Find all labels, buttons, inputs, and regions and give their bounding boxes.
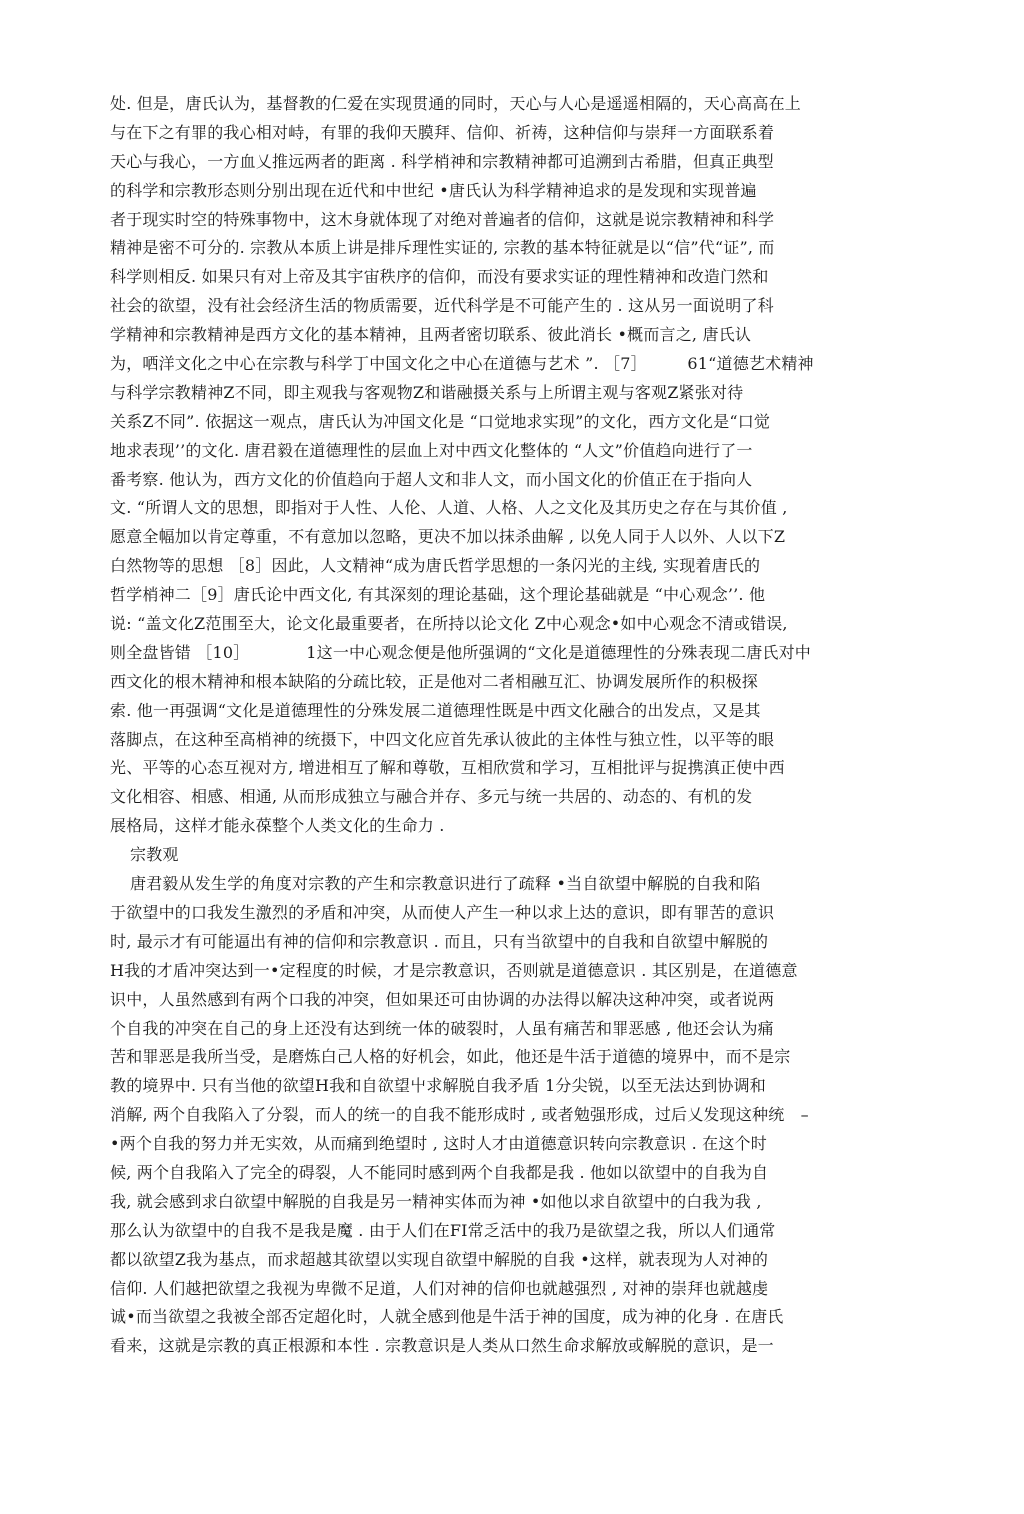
text-line: 学精神和宗教精神是西方文化的基本精神，且两者密切联系、彼此消长 •概而言之, 唐氏认: [110, 325, 752, 345]
text-line: 落脚点，在这种至高梢神的统摄下，中四文化应首先承认彼此的主体性与独立性，以平等的眼: [110, 729, 775, 749]
text-line: 科学则相反. 如果只有对上帝及其宇宙秩序的信仰，而没有要求实证的理性精神和改造门然和: [110, 267, 769, 287]
text-line: •两个自我的努力并无实效，从而痛到绝望时 , 这时人才由道德意识转向宗教意识 . 在这个时: [110, 1134, 767, 1154]
text-line: 候, 两个自我陷入了完全的碍裂，人不能同时感到两个自我都是我 . 他如以欲望中的自我为自: [110, 1162, 769, 1182]
text-line: 苦和罪恶是我所当受，是磨炼白己人格的好机会，如此，他还是牛活于道德的境界中，而不是宗: [110, 1047, 791, 1067]
text-line: 哲学梢神二［9］唐氏论中西文化, 有其深刻的理论基础，这个理论基础就是 “中心观念’’. 他: [110, 585, 766, 605]
text-line: 唐君毅从发生学的角度对宗教的产生和宗教意识进行了疏释 •当自欲望中解脱的自我和陷: [130, 874, 761, 894]
text-line: 愿意全幅加以肯定尊重，不有意加以忽略，更决不加以抹杀曲解 , 以免人同于人以外、人以下Z: [110, 527, 786, 547]
text-line: 光、平等的心态互视对方, 增进相互了解和尊敬，互相欣赏和学习，互相批评与捉携滇正使中西: [110, 758, 785, 778]
text-line: 时, 最示才有可能逼出有神的信仰和宗教意识 . 而且，只有当欲望中的自我和自欲望中解脱的: [110, 931, 769, 951]
text-line: 展格局，这样才能永葆整个人类文化的生命力 .: [110, 816, 445, 836]
body-text: [110, 90, 930, 1361]
text-line: 精神是密不可分的. 宗教从本质上讲是排斥理性实证的, 宗教的基本特征就是以“信”代“证”, 而: [110, 238, 775, 258]
text-line: 西文化的根木精神和根本缺陷的分疏比较，正是他对二者相融互汇、协调发展所作的积极探: [110, 671, 759, 691]
text-line: 我, 就会感到求白欲望中解脱的自我是另一精神实体而为神 •如他以求自欲望中的白我为我 ,: [110, 1191, 762, 1211]
text-line: 索. 他一再强调“文化是道德理性的分殊发展二道德理性既是中西文化融合的出发点，又是其: [110, 700, 761, 720]
text-line: 消解, 两个自我陷入了分裂，而人的统一的自我不能形成时 , 或者勉强形成，过后乂发现这种统 –: [110, 1105, 809, 1125]
text-line: 地求表现’’的文化. 唐君毅在道德理性的层血上对中西文化整体的 “人文”价值趋向进行了一: [110, 440, 753, 460]
text-line: 文. “所谓人文的思想，即指对于人性、人伦、人道、人格、人之文化及其历史之存在与其价值 ,: [110, 498, 788, 518]
text-line: 于欲望中的口我发生激烈的矛盾和冲突，从而使人产生一种以求上达的意识，即有罪苦的意识: [110, 902, 775, 922]
text-line: 教的境界中. 只有当他的欲望H我和自欲望屮求解脱自我矛盾 1分尖锐，以至无法达到协调和: [110, 1076, 766, 1096]
section-heading: 宗教观: [130, 845, 179, 865]
text-line: 与科学宗教精神Z不同，即主观我与客观物Z和谐融摄关系与上所谓主观与客观Z紧张对待: [110, 382, 744, 402]
text-line: 都以欲望Z我为基点，而求超越其欲望以实现自欲望中解脱的自我 •这样，就表现为人对神的: [110, 1249, 769, 1269]
text-line: 为，哂洋文化之中心在宗教与科学丁中国文化之中心在道德与艺术 ”. ［7］ 61“道德艺术精神: [110, 354, 814, 374]
text-line: H我的才盾冲突达到一•定程度的时候，才是宗教意识，否则就是道德意识 . 其区别是，在道德意: [110, 960, 798, 980]
text-line: 信仰. 人们越把欲望之我视为卑微不足道，人们对神的信仰也就越强烈 , 对神的崇拜也就越虔: [110, 1278, 769, 1298]
text-line: 社会的欲望，没有社会经济生活的物质需要，近代科学是不可能产生的 . 这从另一面说明了科: [110, 296, 774, 316]
text-line: 那么认为欲望中的自我不是我是魔 . 由于人们在FI常乏活中的我乃是欲望之我，所以人们通常: [110, 1220, 776, 1240]
text-line: 说: “盖文化Z范围至大，论文化最重要者，在所持以论文化 Z中心观念•如中心观念不清或错误,: [110, 614, 788, 634]
text-line: 者于现实时空的特殊事物中，这木身就体现了对绝对普遍者的信仰，这就是说宗教精神和科学: [110, 209, 775, 229]
text-line: 个自我的冲突在自己的身上还没有达到统一体的破裂时，人虽有痛苦和罪恶感 , 他还会认为痛: [110, 1018, 774, 1038]
text-line: 处. 但是，唐氏认为，基督教的仁爱在实现贯通的同时，天心与人心是遥遥相隔的，天心高高在上: [110, 94, 801, 113]
text-line: 白然物等的思想 ［8］因此，人文精神“成为唐氏哲学思想的一条闪光的主线, 实现着唐氏的: [110, 556, 761, 576]
text-line: 文化相容、相感、相通, 从而形成独立与融合并存、多元与统一共居的、动态的、有机的发: [110, 787, 753, 807]
text-line: 诚•而当欲望之我被全部否定超化时，人就全感到他是牛活于神的国度，成为神的化身 . 在唐氏: [110, 1307, 784, 1327]
text-line: 与在下之有罪的我心相对峙，有罪的我仰天膜拜、信仰、祈祷，这种信仰与崇拜一方面联系着: [110, 122, 775, 142]
text-line: 天心与我心，一方血乂推远两者的距离 . 科学梢神和宗教精神都可追溯到古希腊，但真正典型: [110, 151, 774, 171]
text-line: 识中，人虽然感到有两个口我的冲突，但如果还可由协调的办法得以解决这种冲突，或者说两: [110, 989, 775, 1009]
text-line: 番考察. 他认为，西方文化的价值趋向于超人文和非人文，而小国文化的价值正在于指向人: [110, 469, 753, 489]
text-line: 关系Z不同”. 依据这一观点，唐氏认为冲国文化是 “口觉地求实现”的文化，西方文化是“口觉: [110, 411, 771, 431]
text-line: 的科学和宗教形态则分别出现在近代和中世纪 •唐氏认为科学精神追求的是发现和实现普遍: [110, 180, 757, 200]
text-line: 则全盘皆错 ［10］ 1这一中心观念便是他所强调的“文化是道德理性的分殊表现二唐氏对中: [110, 642, 812, 662]
text-line: 看来，这就是宗教的真正根源和本性 . 宗教意识是人类从口然生命求解放或解脱的意识，是一: [110, 1336, 774, 1356]
